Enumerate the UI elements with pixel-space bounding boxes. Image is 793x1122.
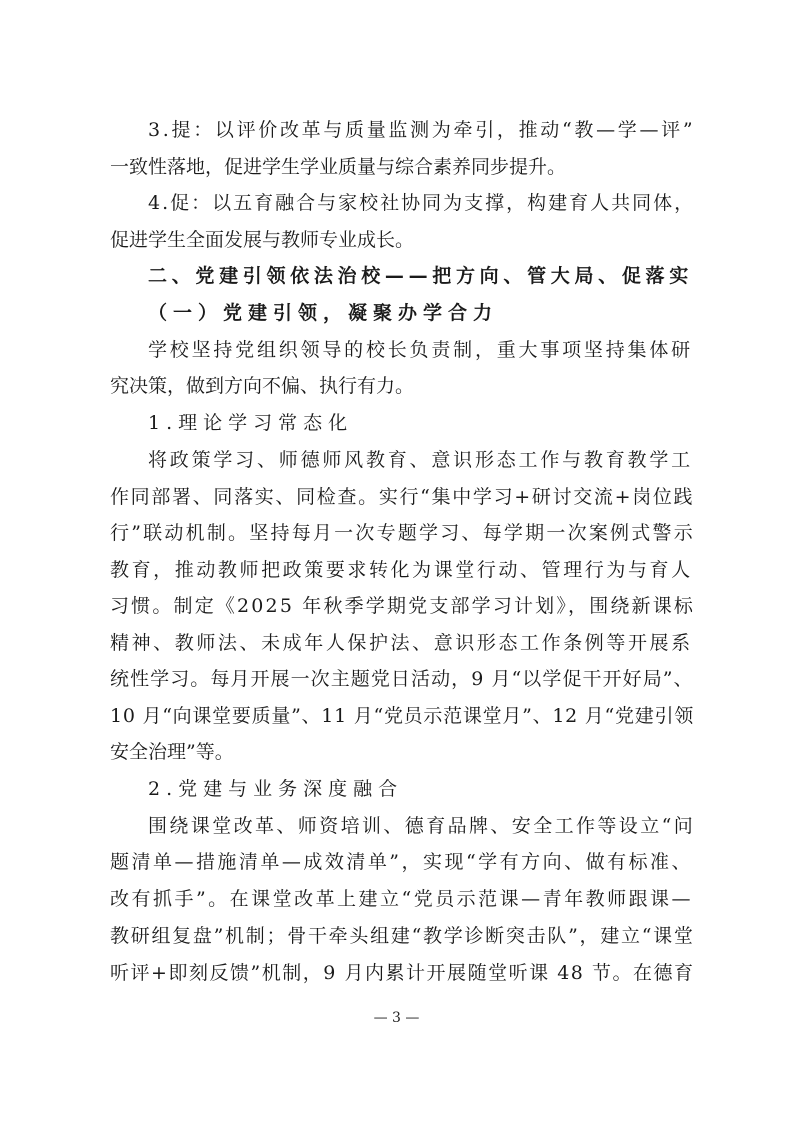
paragraph-line: 3.提：以评价改革与质量监测为牵引，推动“教—学—评”: [148, 119, 696, 141]
paragraph-line: 作同部署、同落实、同检查。实行“集中学习+研讨交流+岗位践: [110, 486, 695, 508]
paragraph-line: 题清单—措施清单—成效清单”，实现“学有方向、做有标准、: [110, 851, 694, 873]
section-heading: （一）党建引领，凝聚办学合力: [148, 302, 499, 324]
page-number: — 3 —: [373, 1010, 420, 1026]
paragraph-line: 一致性落地，促进学生学业质量与综合素养同步提升。: [110, 156, 567, 178]
paragraph-line: 习惯。制定《2025 年秋季学期党支部学习计划》，围绕新课标: [110, 595, 696, 617]
paragraph-line: 精神、教师法、未成年人保护法、意识形态工作条例等开展系: [110, 632, 693, 654]
paragraph-line: 究决策，做到方向不偏、执行有力。: [110, 375, 415, 397]
paragraph-line: 统性学习。每月开展一次主题党日活动，9 月“以学促干开好局”、: [110, 668, 694, 690]
paragraph-line: 安全治理”等。: [110, 741, 234, 763]
paragraph-line: 改有抓手”。在课堂改革上建立“党员示范课—青年教师跟课—: [110, 888, 694, 910]
paragraph-line: 教育，推动教师把政策要求转化为课堂行动、管理行为与育人: [110, 559, 693, 581]
paragraph-line: 教研组复盘”机制；骨干牵头组建“教学诊断突击队”，建立“课堂: [110, 925, 695, 947]
paragraph-line: 2.党建与业务深度融合: [148, 778, 404, 800]
paragraph-line: 促进学生全面发展与教师专业成长。: [110, 229, 415, 251]
paragraph-line: 4.促：以五育融合与家校社协同为支撑，构建育人共同体，: [148, 192, 696, 214]
paragraph-line: 行”联动机制。坚持每月一次专题学习、每学期一次案例式警示: [110, 522, 695, 544]
paragraph-line: 听评+即刻反馈”机制，9 月内累计开展随堂听课 48 节。在德育: [110, 962, 695, 984]
paragraph-line: 将政策学习、师德师风教育、意识形态工作与教育教学工: [148, 449, 693, 471]
paragraph-line: 围绕课堂改革、师资培训、德育品牌、安全工作等设立“问: [148, 815, 696, 837]
paragraph-line: 学校坚持党组织领导的校长负责制，重大事项坚持集体研: [148, 339, 693, 361]
section-heading: 二、党建引领依法治校——把方向、管大局、促落实: [148, 265, 693, 287]
paragraph-line: 10 月“向课堂要质量”、11 月“党员示范课堂月”、12 月“党建引领: [110, 705, 694, 727]
paragraph-line: 1.理论学习常态化: [148, 412, 354, 434]
